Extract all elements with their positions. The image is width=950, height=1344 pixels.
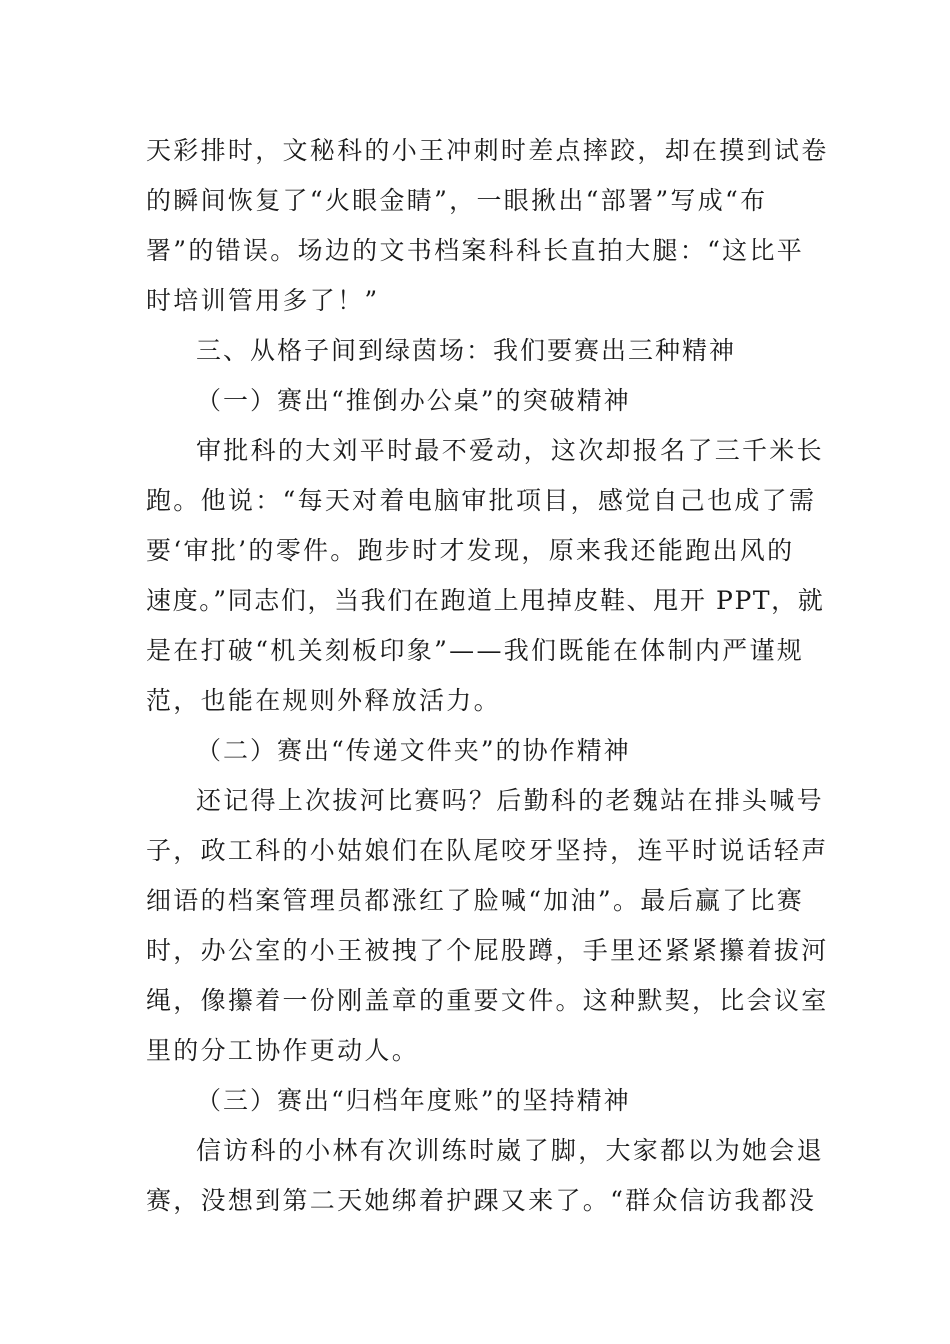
text-line: 细语的档案管理员都涨红了脸喊“加油”。最后赢了比赛 bbox=[146, 886, 805, 915]
paragraph-first-line: 审批科的大刘平时最不爱动，这次却报名了三千米长 bbox=[196, 436, 824, 465]
text-line: 里的分工协作更动人。 bbox=[146, 1036, 420, 1065]
paragraph-first-line: 还记得上次拔河比赛吗？后勤科的老魏站在排头喊号 bbox=[196, 786, 824, 815]
subsection-heading: （一）赛出“推倒办公桌”的突破精神 bbox=[196, 386, 631, 415]
text-line: 范，也能在规则外释放活力。 bbox=[146, 686, 501, 715]
subsection-heading: （二）赛出“传递文件夹”的协作精神 bbox=[196, 736, 631, 765]
text-line: 跑。他说：“每天对着电脑审批项目，感觉自己也成了需 bbox=[146, 486, 817, 515]
text-line: 赛，没想到第二天她绑着护踝又来了。“群众信访我都没 bbox=[146, 1186, 817, 1215]
text-line: 绳，像攥着一份刚盖章的重要文件。这种默契，比会议室 bbox=[146, 986, 829, 1015]
text-line: 是在打破“机关刻板印象”——我们既能在体制内严谨规 bbox=[146, 636, 805, 665]
text-line: 署”的错误。场边的文书档案科科长直拍大腿：“这比平 bbox=[146, 236, 805, 265]
section-heading: 三、从格子间到绿茵场：我们要赛出三种精神 bbox=[196, 336, 737, 365]
text-line: 子，政工科的小姑娘们在队尾咬牙坚持，连平时说话轻声 bbox=[146, 836, 829, 865]
text-line: 速度。”同志们，当我们在跑道上甩掉皮鞋、甩开 PPT，就 bbox=[146, 586, 825, 615]
text-line: 要‘审批’的零件。跑步时才发现，原来我还能跑出风的 bbox=[146, 536, 795, 565]
text-line: 的瞬间恢复了“火眼金睛”，一眼揪出“部署”写成“布 bbox=[146, 186, 768, 215]
text-line: 天彩排时，文秘科的小王冲刺时差点摔跤，却在摸到试卷 bbox=[146, 136, 829, 165]
paragraph-first-line: 信访科的小林有次训练时崴了脚，大家都以为她会退 bbox=[196, 1136, 824, 1165]
text-line: 时，办公室的小王被拽了个屁股蹲，手里还紧紧攥着拔河 bbox=[146, 936, 829, 965]
text-line: 时培训管用多了！” bbox=[146, 286, 380, 315]
subsection-heading: （三）赛出“归档年度账”的坚持精神 bbox=[196, 1086, 631, 1115]
